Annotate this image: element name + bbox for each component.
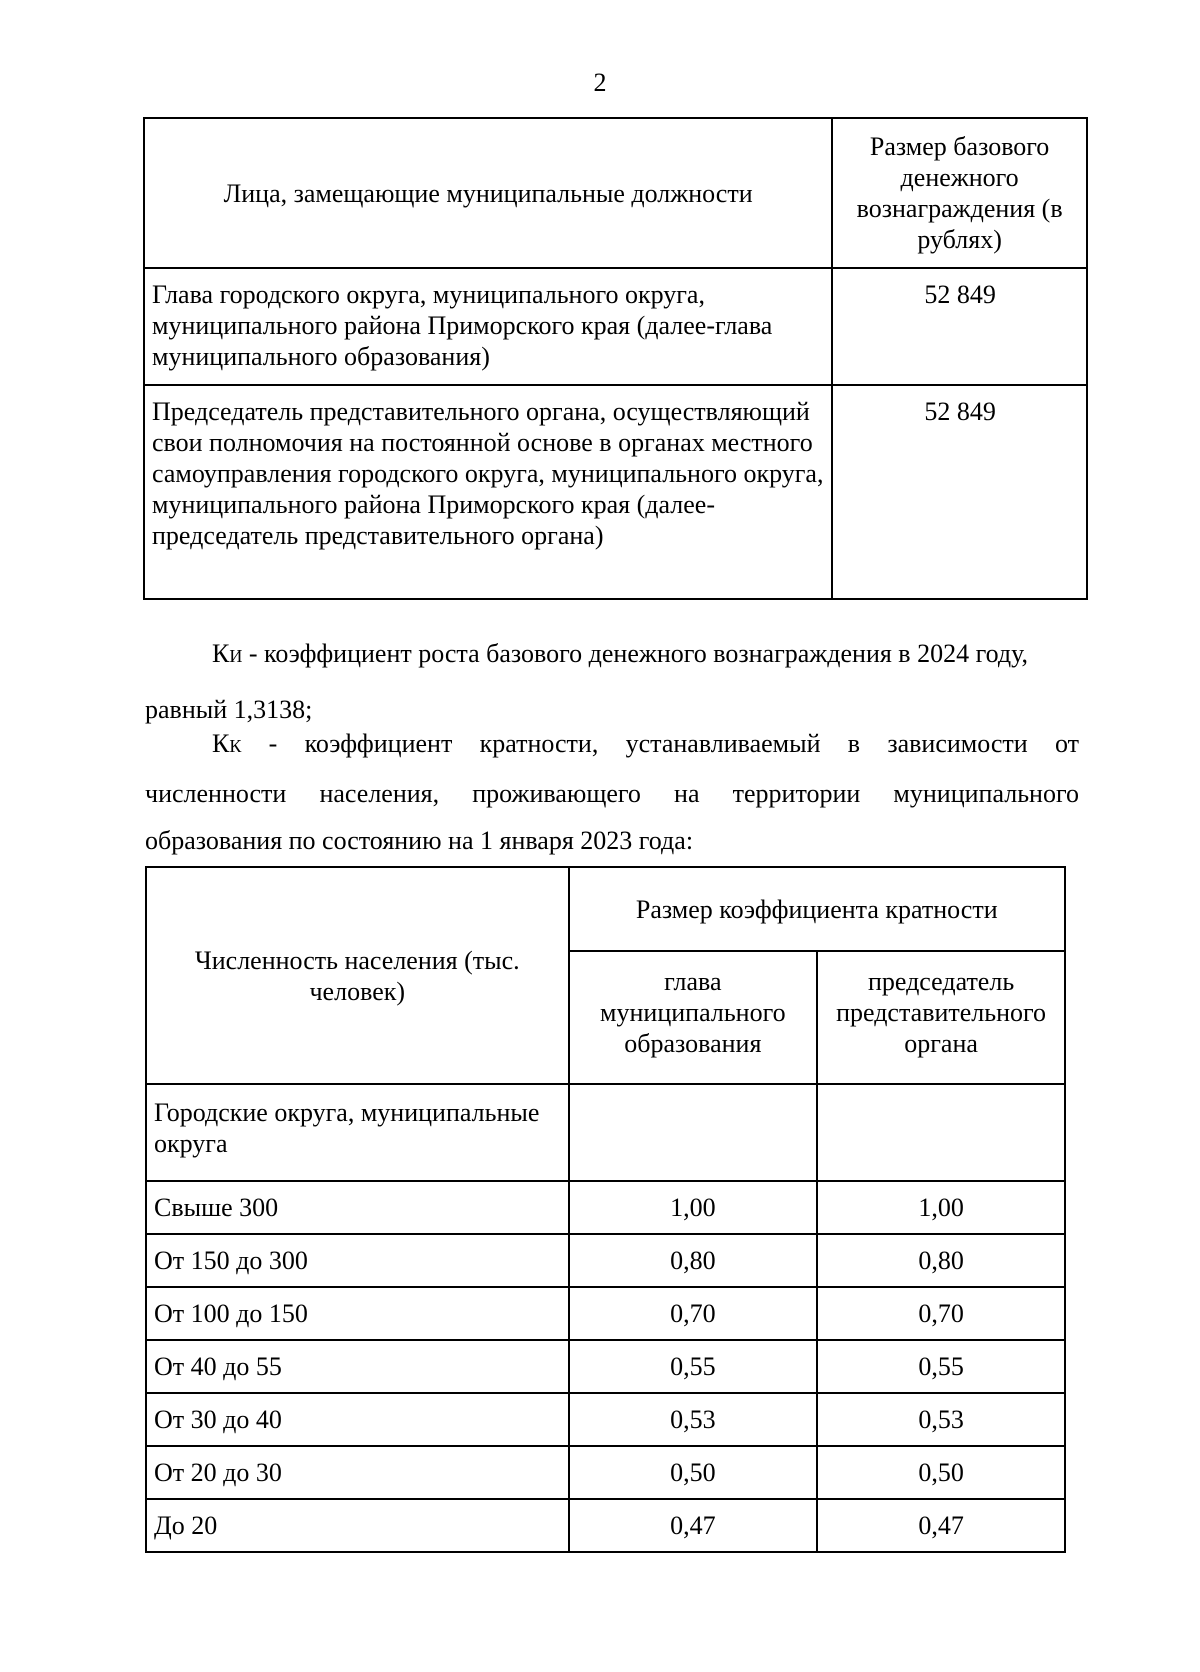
amount-cell: 52 849 <box>832 385 1087 599</box>
head-coefficient-cell: 0,47 <box>569 1499 818 1552</box>
chair-coefficient-cell: 0,55 <box>817 1340 1065 1393</box>
coefficient-symbol: К <box>212 729 230 758</box>
chair-coefficient-cell: 0,70 <box>817 1287 1065 1340</box>
population-cell: От 20 до 30 <box>146 1446 569 1499</box>
head-coefficient-cell: 0,55 <box>569 1340 818 1393</box>
coefficient-subscript: К <box>229 736 242 756</box>
table-header-row <box>144 118 1087 268</box>
coefficient-symbol: К <box>212 639 230 668</box>
table-group-row <box>146 1084 1065 1181</box>
coefficient-subscript: И <box>229 646 243 666</box>
population-cell: От 100 до 150 <box>146 1287 569 1340</box>
head-coefficient-cell: 0,80 <box>569 1234 818 1287</box>
base-salary-table <box>143 117 1088 600</box>
population-cell: От 30 до 40 <box>146 1393 569 1446</box>
table-row <box>144 385 1087 599</box>
table-row <box>146 1499 1065 1552</box>
column-header-population: Численность населения (тыс. человек) <box>146 867 569 1084</box>
table-row <box>146 1446 1065 1499</box>
chair-coefficient-cell: 0,53 <box>817 1393 1065 1446</box>
page-number: 2 <box>593 68 607 97</box>
head-coefficient-cell: 0,53 <box>569 1393 818 1446</box>
column-header-positions: Лица, замещающие муниципальные должности <box>144 118 832 268</box>
empty-cell <box>817 1084 1065 1181</box>
chair-coefficient-cell: 0,80 <box>817 1234 1065 1287</box>
position-cell: Глава городского округа, муниципального округа, муниципального района Приморского края (далее-глава муниципального образования) <box>144 268 832 385</box>
column-header-chair: председатель представительного органа <box>817 951 1065 1084</box>
group-label-cell: Городские округа, муниципальные округа <box>146 1084 569 1181</box>
column-header-head: глава муниципального образования <box>569 951 818 1084</box>
table-row <box>146 1181 1065 1234</box>
chair-coefficient-cell: 0,47 <box>817 1499 1065 1552</box>
table-row <box>146 1234 1065 1287</box>
population-cell: От 40 до 55 <box>146 1340 569 1393</box>
amount-cell: 52 849 <box>832 268 1087 385</box>
table-row <box>146 1393 1065 1446</box>
table-row <box>146 1287 1065 1340</box>
head-coefficient-cell: 0,50 <box>569 1446 818 1499</box>
column-header-base-salary: Размер базового денежного вознаграждения (в рублях) <box>832 118 1087 268</box>
table-row <box>144 268 1087 385</box>
table-row <box>146 1340 1065 1393</box>
empty-cell <box>569 1084 818 1181</box>
paragraph-text: - коэффициент кратности, устанавливаемый в зависимости от численности населения, проживающего на территории муниципального образования по состоянию на 1 января 2023 года: <box>145 729 1079 855</box>
chair-coefficient-cell: 0,50 <box>817 1446 1065 1499</box>
column-group-header: Размер коэффициента кратности <box>569 867 1065 951</box>
multiplicity-coefficient-paragraph <box>145 720 1079 864</box>
table-header-row <box>146 867 1065 951</box>
chair-coefficient-cell: 1,00 <box>817 1181 1065 1234</box>
population-cell: До 20 <box>146 1499 569 1552</box>
multiplicity-coefficient-table <box>145 866 1066 1553</box>
head-coefficient-cell: 1,00 <box>569 1181 818 1234</box>
position-cell: Председатель представительного органа, осуществляющий свои полномочия на постоянной основе в органах местного самоуправления городского округа, муниципального округа, муниципального района Приморского края (далее-председатель представительного органа) <box>144 385 832 599</box>
population-cell: Свыше 300 <box>146 1181 569 1234</box>
paragraph-text: - коэффициент роста базового денежного вознаграждения в 2024 году, равный 1,3138; <box>145 639 1028 724</box>
population-cell: От 150 до 300 <box>146 1234 569 1287</box>
head-coefficient-cell: 0,70 <box>569 1287 818 1340</box>
